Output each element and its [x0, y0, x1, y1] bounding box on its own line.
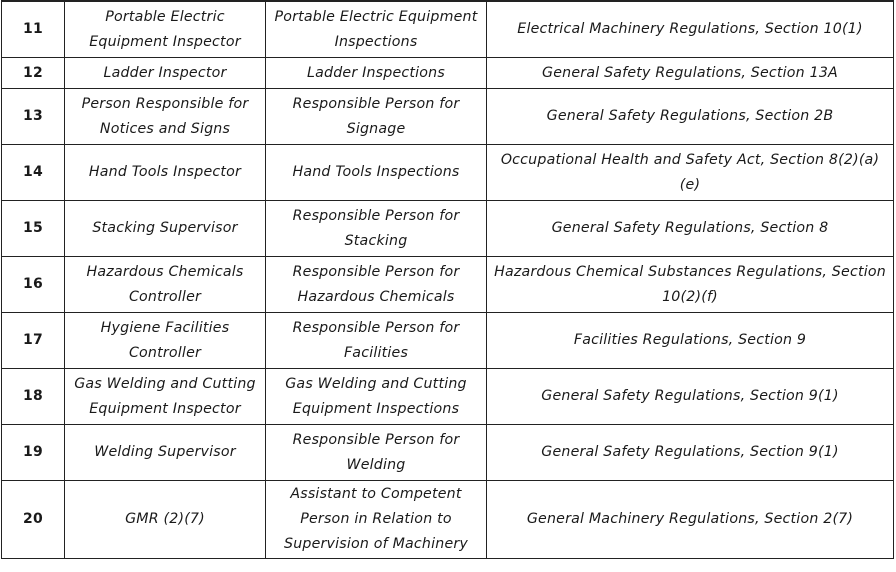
regulation-reference: General Safety Regulations, Section 9(1) — [487, 369, 894, 425]
appointment-task: Ladder Inspections — [266, 58, 487, 89]
regulation-reference: General Machinery Regulations, Section 2(7) — [487, 481, 894, 559]
appointment-role: Welding Supervisor — [65, 425, 266, 481]
table-row — [2, 313, 894, 369]
appointment-task: Gas Welding and Cutting Equipment Inspections — [266, 369, 487, 425]
regulation-reference: General Safety Regulations, Section 13A — [487, 58, 894, 89]
appointments-table — [1, 0, 894, 559]
appointment-role: Person Responsible for Notices and Signs — [65, 89, 266, 145]
table-row — [2, 201, 894, 257]
appointment-role: Portable Electric Equipment Inspector — [65, 1, 266, 58]
appointment-role: Hazardous Chemicals Controller — [65, 257, 266, 313]
regulation-reference: Electrical Machinery Regulations, Section 10(1) — [487, 1, 894, 58]
appointment-task: Responsible Person for Signage — [266, 89, 487, 145]
regulation-reference: Facilities Regulations, Section 9 — [487, 313, 894, 369]
row-number: 19 — [2, 425, 65, 481]
table-row — [2, 89, 894, 145]
row-number: 14 — [2, 145, 65, 201]
row-number: 15 — [2, 201, 65, 257]
appointment-role: Stacking Supervisor — [65, 201, 266, 257]
table-row — [2, 481, 894, 559]
appointment-task: Responsible Person for Welding — [266, 425, 487, 481]
appointment-role: GMR (2)(7) — [65, 481, 266, 559]
appointment-task: Responsible Person for Hazardous Chemicals — [266, 257, 487, 313]
row-number: 11 — [2, 1, 65, 58]
table-row — [2, 257, 894, 313]
table-row — [2, 58, 894, 89]
table-row — [2, 369, 894, 425]
appointment-task: Portable Electric Equipment Inspections — [266, 1, 487, 58]
regulation-reference: General Safety Regulations, Section 2B — [487, 89, 894, 145]
appointment-task: Hand Tools Inspections — [266, 145, 487, 201]
table-row — [2, 425, 894, 481]
row-number: 20 — [2, 481, 65, 559]
regulation-reference: General Safety Regulations, Section 8 — [487, 201, 894, 257]
row-number: 18 — [2, 369, 65, 425]
appointment-task: Assistant to Competent Person in Relation to Supervision of Machinery — [266, 481, 487, 559]
appointment-role: Hand Tools Inspector — [65, 145, 266, 201]
regulation-reference: General Safety Regulations, Section 9(1) — [487, 425, 894, 481]
appointment-role: Ladder Inspector — [65, 58, 266, 89]
appointment-role: Gas Welding and Cutting Equipment Inspector — [65, 369, 266, 425]
table-row — [2, 1, 894, 58]
row-number: 16 — [2, 257, 65, 313]
regulation-reference: Hazardous Chemical Substances Regulations, Section 10(2)(f) — [487, 257, 894, 313]
appointment-role: Hygiene Facilities Controller — [65, 313, 266, 369]
table-row — [2, 145, 894, 201]
row-number: 17 — [2, 313, 65, 369]
appointment-task: Responsible Person for Facilities — [266, 313, 487, 369]
appointment-task: Responsible Person for Stacking — [266, 201, 487, 257]
row-number: 12 — [2, 58, 65, 89]
row-number: 13 — [2, 89, 65, 145]
regulation-reference: Occupational Health and Safety Act, Section 8(2)(a)(e) — [487, 145, 894, 201]
